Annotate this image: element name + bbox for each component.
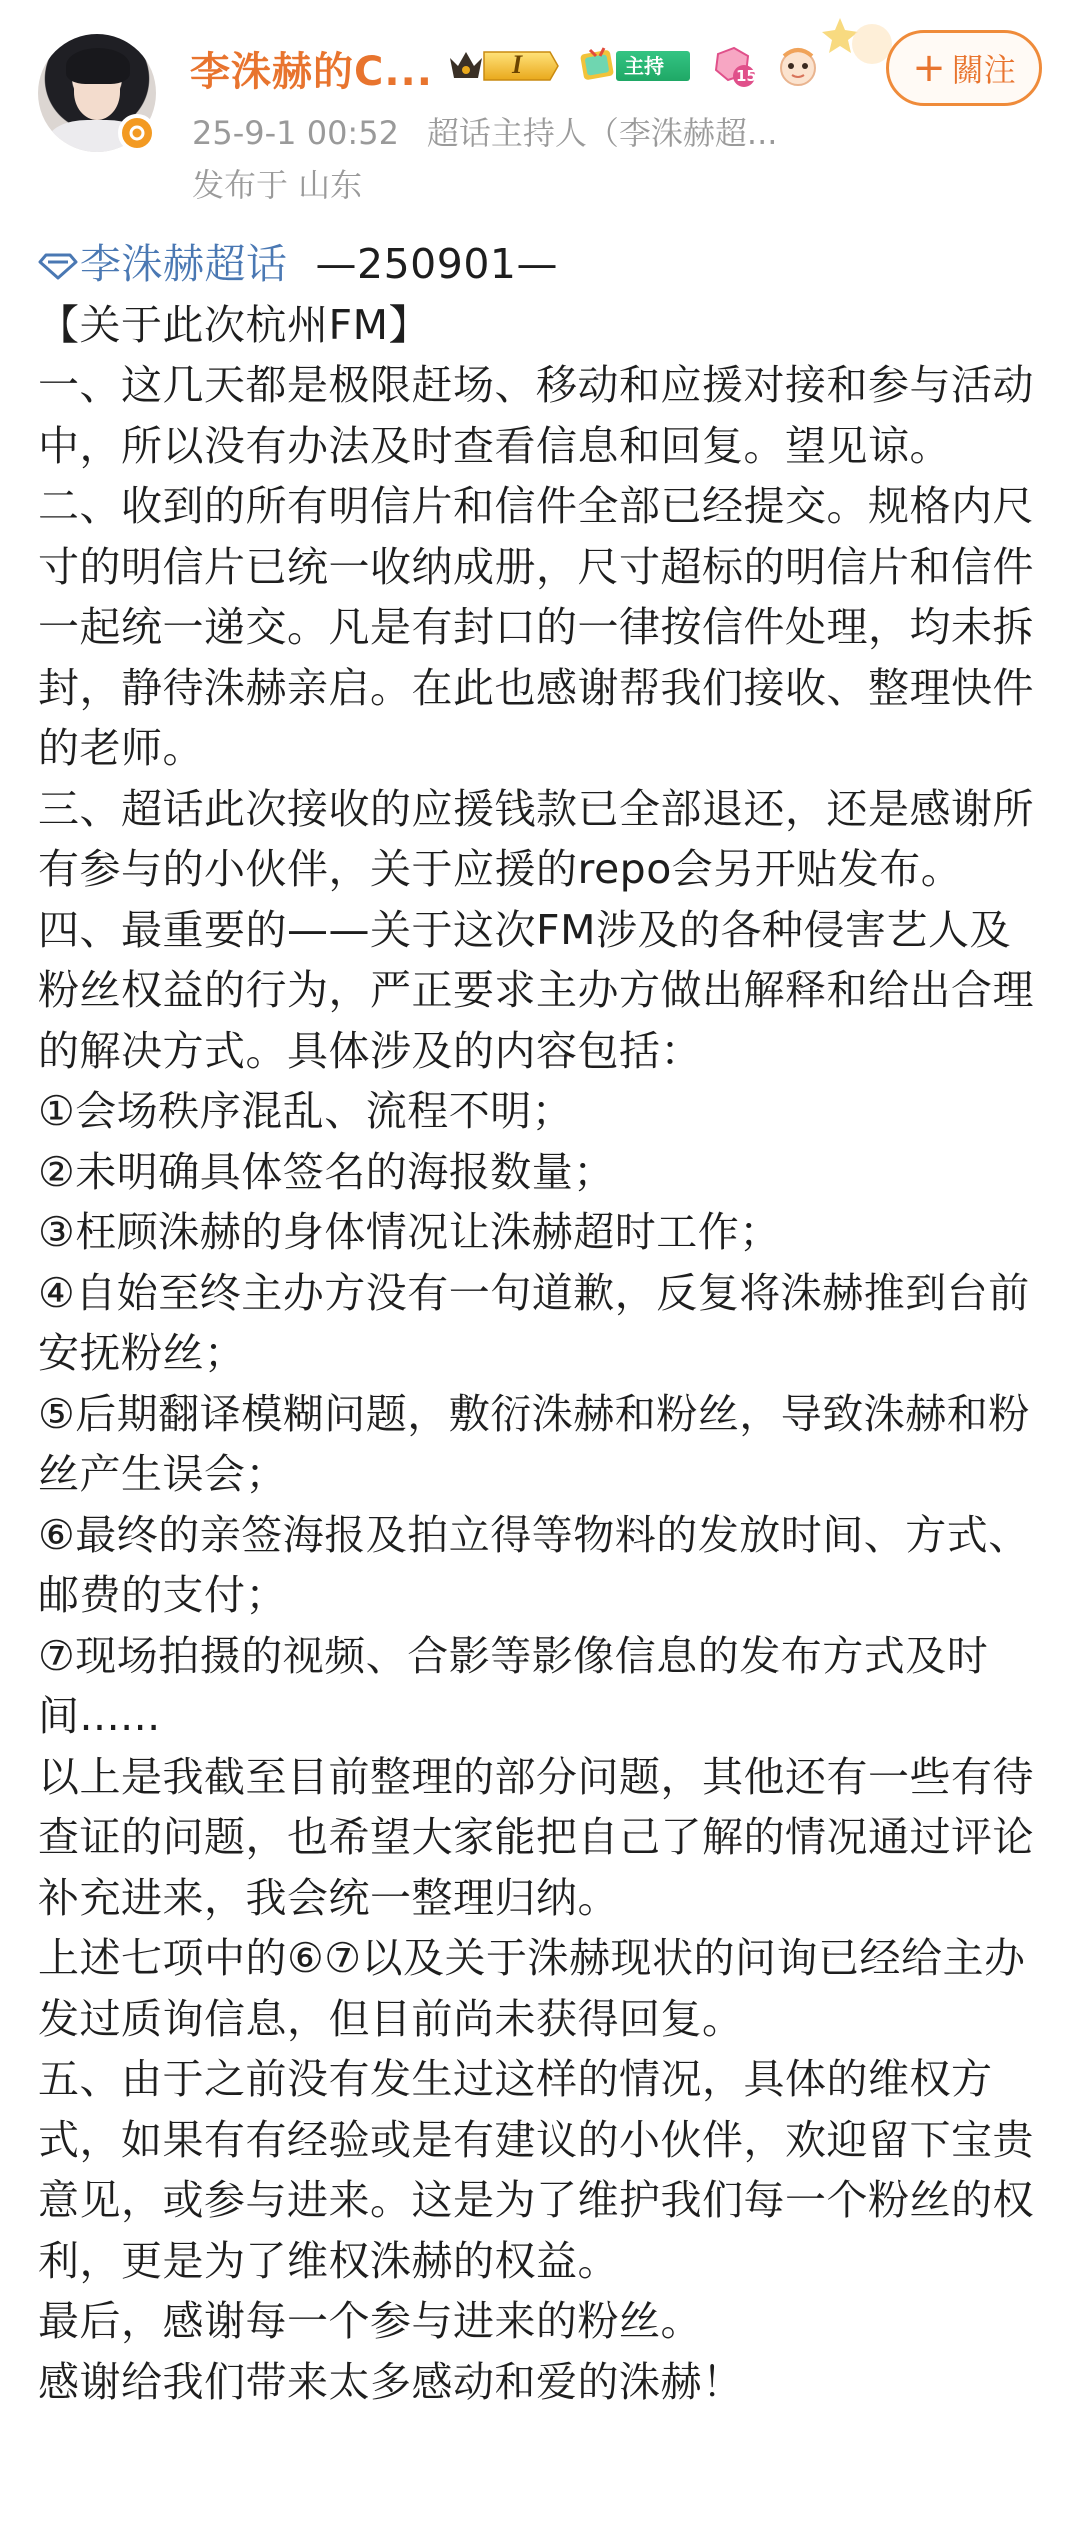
list-item: ②未明确具体签名的海报数量； <box>38 1147 615 1196</box>
verified-icon <box>118 114 156 152</box>
list-item: ⑤后期翻译模糊问题，敷衍洙赫和粉丝，导致洙赫和粉丝产生误会； <box>38 1389 1030 1498</box>
post-location: 发布于 山东 <box>192 166 363 204</box>
list-item: ⑦现场拍摄的视频、合影等影像信息的发布方式及时间...... <box>38 1631 989 1740</box>
post-timestamp: 25-9-1 00:52 <box>192 114 399 152</box>
paragraph-5: 五、由于之前没有发生过这样的情况，具体的维权方式，如果有有经验或是有建议的小伙伴，欢迎留下宝贵意见，或参与进来。这是为了维护我们每一个粉丝的权利，更是为了维权洙赫的权益。 <box>38 2055 1034 2285</box>
list-item: ③枉顾洙赫的身体情况让洙赫超时工作； <box>38 1208 781 1256</box>
paragraph-4: 四、最重要的——关于这次FM涉及的各种侵害艺人及粉丝权益的行为，严正要求主办方做出解释和给出合理的解决方式。具体涉及的内容包括： <box>38 905 1034 1075</box>
host-badge-label: 主持人 <box>616 51 690 81</box>
post-source[interactable]: 超话主持人（李洙赫超... <box>426 114 778 152</box>
paragraph-2: 二、收到的所有明信片和信件全部已经提交。规格内尺寸的明信片已统一收纳成册，尺寸超标的明信片和信件一起统一递交。凡是有封口的一律按信件处理，均未拆封，静待洙赫亲启。在此也感谢帮我们接收、整理快件的老师。 <box>38 482 1034 772</box>
crown-level: I <box>512 50 523 79</box>
post-meta <box>192 108 777 154</box>
username[interactable]: 李洙赫的C... <box>190 49 433 95</box>
paragraph-closing: 感谢给我们带来太多感动和爱的洙赫！ <box>38 2357 744 2406</box>
post-header <box>0 0 1079 220</box>
follow-button[interactable] <box>886 30 1042 106</box>
date-tag: —250901— <box>315 240 559 288</box>
user-badges <box>446 42 820 108</box>
paragraph-1: 一、这几天都是极限赶场、移动和应援对接和参与活动中，所以没有办法及时查看信息和回复。望见谅。 <box>38 361 1034 470</box>
paragraph-3: 三、超话此次接收的应援钱款已全部退还，还是感谢所有参与的小伙伴，关于应援的repo会另开贴发布。 <box>38 784 1034 893</box>
level-badge-icon[interactable] <box>712 44 758 88</box>
list-item: ⑥最终的亲签海报及拍立得等物料的发放时间、方式、邮费的支付； <box>38 1510 1030 1619</box>
host-badge-icon[interactable] <box>576 44 690 108</box>
follow-label: 關注 <box>951 51 1016 89</box>
list-item: ①会场秩序混乱、流程不明； <box>38 1087 574 1135</box>
diamond-icon <box>38 249 78 281</box>
topic-line <box>38 234 1048 295</box>
post-content <box>38 234 1048 2412</box>
crown-badge-icon[interactable] <box>446 44 562 88</box>
paragraph-inquiry: 上述七项中的⑥⑦以及关于洙赫现状的问询已经给主办发过质询信息，但目前尚未获得回复。 <box>38 1934 1026 2043</box>
plus-icon: + <box>912 45 946 91</box>
topic-link[interactable]: 李洙赫超话 <box>80 240 288 288</box>
paragraph-thanks: 最后，感谢每一个参与进来的粉丝。 <box>38 2297 702 2345</box>
level-number: 15 <box>736 67 757 85</box>
section-title: 【关于此次杭州FM】 <box>38 300 430 349</box>
paragraph-summary: 以上是我截至目前整理的部分问题，其他还有一些有待查证的问题，也希望大家能把自己了解的情况通过评论补充进来，我会统一整理归纳。 <box>38 1752 1034 1922</box>
mascot-icon <box>776 44 820 88</box>
list-item: ④自始至终主办方没有一句道歉，反复将洙赫推到台前安抚粉丝； <box>38 1268 1030 1377</box>
